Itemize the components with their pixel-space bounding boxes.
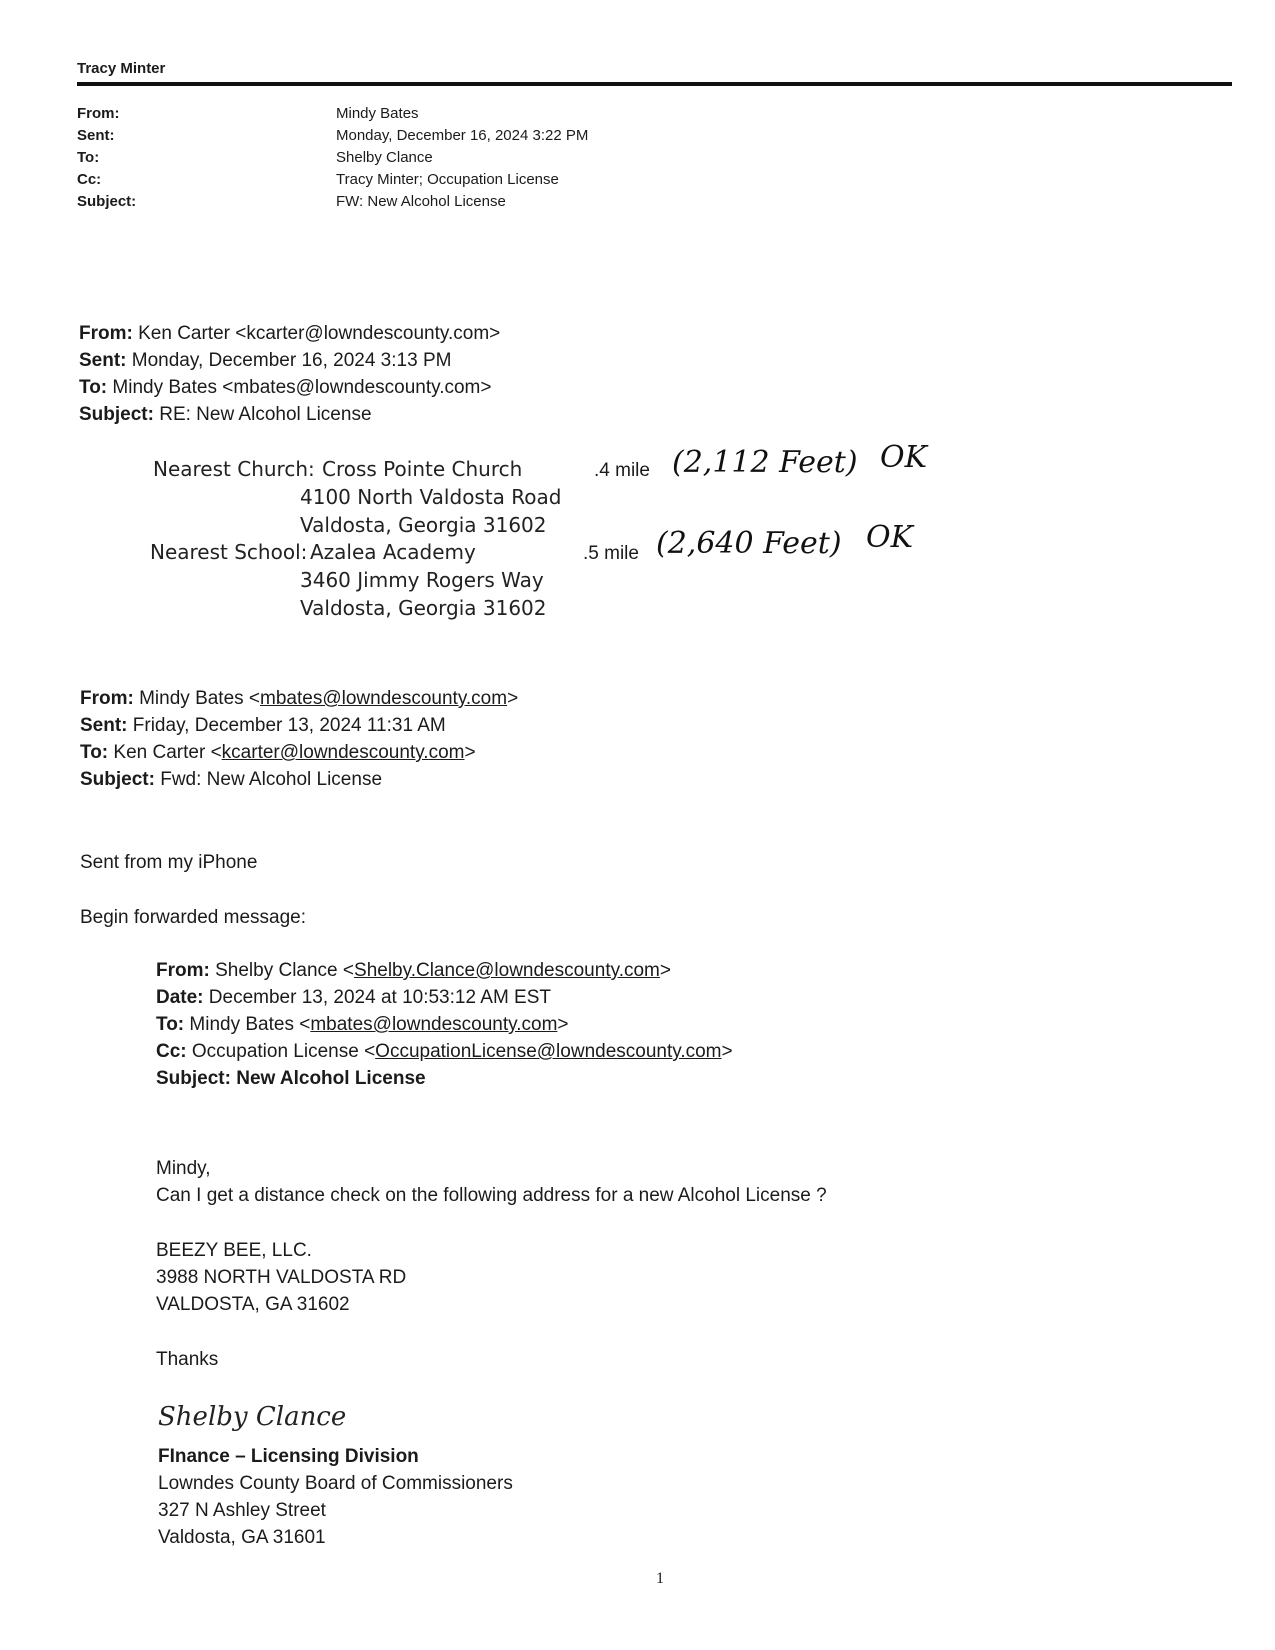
- orig-subject: Subject: New Alcohol License: [156, 1068, 426, 1089]
- begin-forwarded: Begin forwarded message:: [80, 907, 307, 928]
- header-to-label: To:: [77, 149, 100, 166]
- church-address-line1: 4100 North Valdosta Road: [300, 485, 562, 509]
- orig-body: Can I get a distance check on the following address for a new Alcohol License ?: [156, 1185, 827, 1206]
- reply2-sent: Sent: Friday, December 13, 2024 11:31 AM: [80, 715, 446, 736]
- sig-address1: 327 N Ashley Street: [158, 1500, 326, 1521]
- handwritten-signature: Shelby Clance: [158, 1402, 347, 1432]
- church-handwritten-ok: OK: [880, 440, 928, 475]
- header-subject-value: FW: New Alcohol License: [336, 193, 506, 210]
- page-number: 1: [656, 1570, 664, 1587]
- church-label: Nearest Church:: [153, 457, 315, 481]
- header-cc-label: Cc:: [77, 171, 102, 188]
- school-handwritten-ok: OK: [866, 520, 914, 555]
- header-from-value: Mindy Bates: [336, 105, 419, 122]
- orig-to: To: Mindy Bates <mbates@lowndescounty.com>: [156, 1014, 569, 1035]
- header-from-label: From:: [77, 105, 120, 122]
- school-label: Nearest School:: [150, 540, 308, 564]
- reply1-from: From: Ken Carter <kcarter@lowndescounty.com>: [79, 323, 501, 344]
- school-handwritten-feet: (2,640 Feet): [656, 526, 842, 561]
- orig-business-name: BEEZY BEE, LLC.: [156, 1240, 312, 1261]
- header-sent-label: Sent:: [77, 127, 115, 144]
- reply1-to: To: Mindy Bates <mbates@lowndescounty.com>: [79, 377, 492, 398]
- school-address-line2: Valdosta, Georgia 31602: [300, 596, 547, 620]
- orig-business-address1: 3988 NORTH VALDOSTA RD: [156, 1267, 407, 1288]
- header-cc-value: Tracy Minter; Occupation License: [336, 171, 559, 188]
- reply2-to: To: Ken Carter <kcarter@lowndescounty.com>: [80, 742, 476, 763]
- school-distance: .5 mile: [583, 543, 639, 564]
- orig-date: Date: December 13, 2024 at 10:53:12 AM EST: [156, 987, 552, 1008]
- reply2-from: From: Mindy Bates <mbates@lowndescounty.com>: [80, 688, 519, 709]
- reply1-subject: Subject: RE: New Alcohol License: [79, 404, 372, 425]
- orig-to-email-link[interactable]: mbates@lowndescounty.com: [310, 1014, 558, 1035]
- school-name: Azalea Academy: [310, 540, 476, 564]
- header-sent-value: Monday, December 16, 2024 3:22 PM: [336, 127, 589, 144]
- reply2-to-email-link[interactable]: kcarter@lowndescounty.com: [221, 742, 465, 763]
- orig-cc: Cc: Occupation License <OccupationLicense@lowndescounty.com>: [156, 1041, 733, 1062]
- reply2-from-email-link[interactable]: mbates@lowndescounty.com: [260, 688, 508, 709]
- church-handwritten-feet: (2,112 Feet): [672, 445, 858, 480]
- header-to-value: Shelby Clance: [336, 149, 433, 166]
- orig-from-email-link[interactable]: Shelby.Clance@lowndescounty.com: [354, 960, 660, 981]
- sig-address2: Valdosta, GA 31601: [158, 1527, 326, 1548]
- orig-business-address2: VALDOSTA, GA 31602: [156, 1294, 350, 1315]
- print-owner: Tracy Minter: [77, 60, 166, 77]
- header-rule: [77, 82, 1232, 86]
- header-subject-label: Subject:: [77, 193, 137, 210]
- sig-org: Lowndes County Board of Commissioners: [158, 1473, 513, 1494]
- orig-greeting: Mindy,: [156, 1158, 211, 1179]
- sig-title: FInance – Licensing Division: [158, 1446, 419, 1467]
- church-address-line2: Valdosta, Georgia 31602: [300, 513, 547, 537]
- sent-from-iphone: Sent from my iPhone: [80, 852, 258, 873]
- orig-from: From: Shelby Clance <Shelby.Clance@lowndescounty.com>: [156, 960, 671, 981]
- reply2-subject: Subject: Fwd: New Alcohol License: [80, 769, 383, 790]
- orig-cc-email-link[interactable]: OccupationLicense@lowndescounty.com: [375, 1041, 722, 1062]
- church-distance: .4 mile: [594, 460, 650, 481]
- reply1-sent: Sent: Monday, December 16, 2024 3:13 PM: [79, 350, 452, 371]
- church-name: Cross Pointe Church: [322, 457, 523, 481]
- orig-thanks: Thanks: [156, 1349, 219, 1370]
- school-address-line1: 3460 Jimmy Rogers Way: [300, 568, 544, 592]
